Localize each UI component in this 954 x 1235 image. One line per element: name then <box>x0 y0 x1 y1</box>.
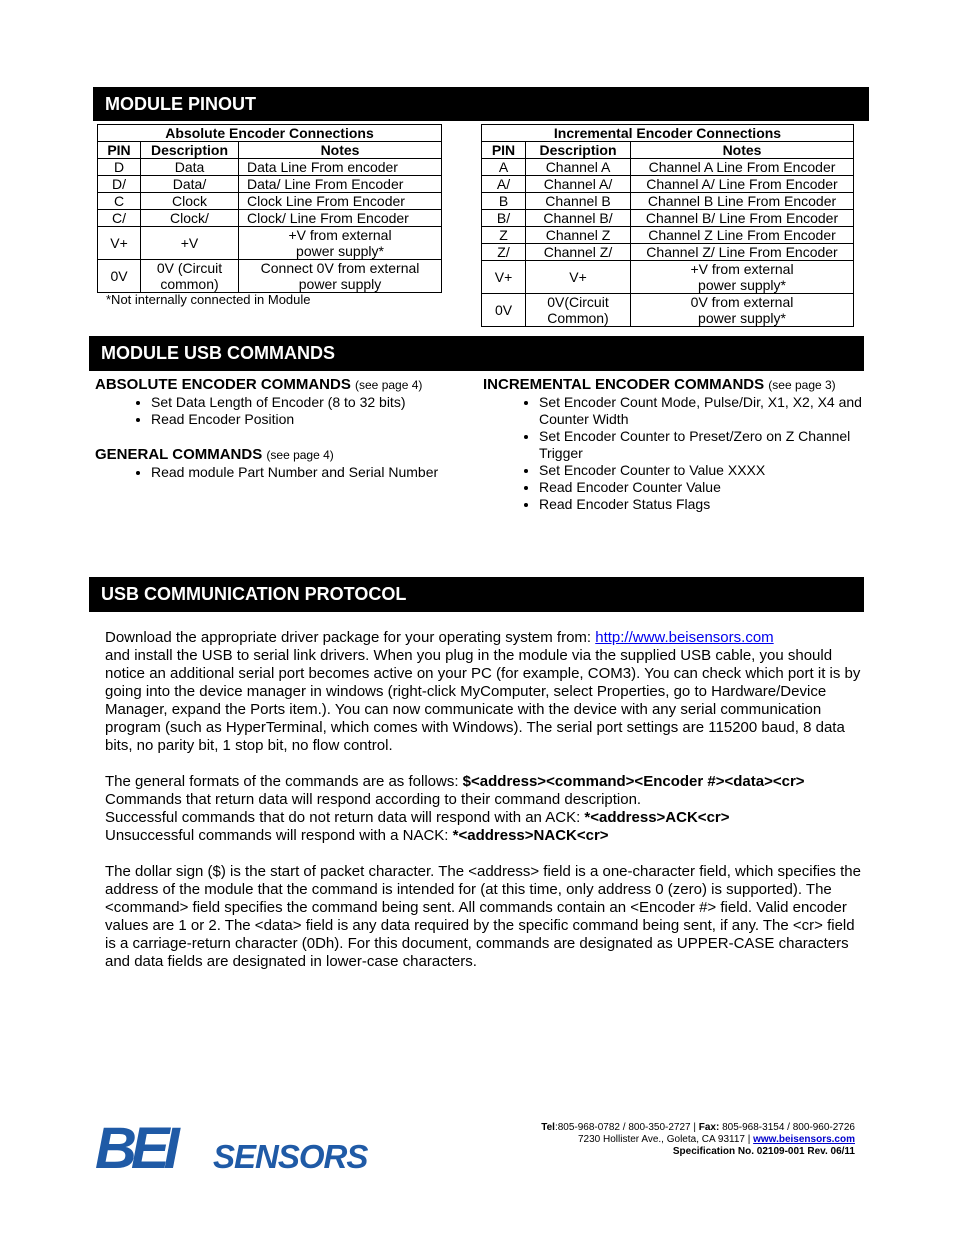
list-item: • Read module Part Number and Serial Number <box>151 464 465 481</box>
table-row <box>98 176 442 193</box>
paragraph-text: and install the USB to serial link drivers. When you plug in the module via the supplied USB cable, you should notice an additional serial port becomes active on your PC (for example, COM3). You can check which port it is by going into the device manager in windows (right-click MyComputer, select Properties, go to Hardware/Device Manager, expand the Ports item.). You can now communicate with the device with any serial communication program (such as HyperTerminal, which comes with Windows). The serial port settings are 115200 baud, 8 data bits, no parity bit, 1 stop bit, no flow control. <box>105 647 861 754</box>
table-row <box>482 227 854 244</box>
absolute-commands-block <box>95 376 465 428</box>
heading-text: INCREMENTAL ENCODER COMMANDS <box>483 376 765 393</box>
pin-cell: A/ <box>482 176 526 193</box>
absolute-encoder-table <box>97 124 442 293</box>
table-row <box>482 294 854 327</box>
description-cell: Channel A/ <box>526 176 631 193</box>
table-row <box>482 193 854 210</box>
column-header: Description <box>141 142 239 159</box>
description-cell: Channel Z <box>526 227 631 244</box>
description-cell: Clock/ <box>141 210 239 227</box>
description-cell: Data/ <box>141 176 239 193</box>
protocol-body <box>105 629 865 989</box>
website-link[interactable]: http://www.beisensors.com <box>595 629 774 646</box>
table-row <box>98 227 442 260</box>
table-row <box>482 210 854 227</box>
notes-cell: Data/ Line From Encoder <box>239 176 442 193</box>
table-row <box>482 244 854 261</box>
tel-label: Tel <box>541 1122 555 1133</box>
footer-address-line <box>541 1134 855 1146</box>
column-header: PIN <box>98 142 141 159</box>
paragraph-text: Commands that return data will respond according to their command description. <box>105 791 642 808</box>
description-cell: 0V(Circuit Common) <box>526 294 631 327</box>
table-row <box>98 159 442 176</box>
footer-phone-line <box>541 1122 855 1134</box>
description-cell: Channel B/ <box>526 210 631 227</box>
table-footnote: *Not internally connected in Module <box>106 292 311 307</box>
pin-cell: C <box>98 193 141 210</box>
footer-spec-line <box>541 1146 855 1158</box>
general-commands-block <box>95 446 465 481</box>
column-header: Description <box>526 142 631 159</box>
section-title-usb-commands: MODULE USB COMMANDS <box>101 343 335 363</box>
list-item: • Set Data Length of Encoder (8 to 32 bits) <box>151 394 465 411</box>
logo-text-bei: BEI <box>95 1117 174 1173</box>
description-cell: Channel Z/ <box>526 244 631 261</box>
table-row <box>482 159 854 176</box>
page-reference: (see page 4) <box>266 448 334 462</box>
paragraph-text: The general formats of the commands are as follows: <box>105 773 463 790</box>
pin-cell: B/ <box>482 210 526 227</box>
column-header: PIN <box>482 142 526 159</box>
pin-cell: 0V <box>98 260 141 293</box>
notes-cell: Data Line From encoder <box>239 159 442 176</box>
notes-cell: +V from external power supply* <box>239 227 442 260</box>
section-bar-pinout <box>93 87 869 121</box>
command-format: $<address><command><Encoder #><data><cr> <box>462 773 805 790</box>
description-cell: Clock <box>141 193 239 210</box>
notes-cell: +V from external power supply* <box>631 261 854 294</box>
section-title-protocol: USB COMMUNICATION PROTOCOL <box>101 584 407 604</box>
description-cell: Data <box>141 159 239 176</box>
column-header: Notes <box>239 142 442 159</box>
nack-format: *<address>NACK<cr> <box>452 827 609 844</box>
list-item: • Read Encoder Status Flags <box>539 496 868 513</box>
heading-text: GENERAL COMMANDS <box>95 446 263 463</box>
footer-contact <box>541 1122 855 1158</box>
description-cell: 0V (Circuit common) <box>141 260 239 293</box>
list-item: • Set Encoder Counter to Value XXXX <box>539 462 868 479</box>
table-row <box>98 210 442 227</box>
column-header: Notes <box>631 142 854 159</box>
pin-cell: D <box>98 159 141 176</box>
paragraph-text: Unsuccessful commands will respond with a NACK: <box>105 827 453 844</box>
list-item: • Set Encoder Counter to Preset/Zero on Z Channel Trigger <box>539 428 868 462</box>
notes-cell: Clock/ Line From Encoder <box>239 210 442 227</box>
protocol-paragraph-2 <box>105 773 865 845</box>
section-bar-usb-commands <box>89 336 864 371</box>
fax-number: 805-968-3154 / 800-960-2726 <box>719 1122 855 1133</box>
list-item: • Read Encoder Position <box>151 411 465 428</box>
absolute-commands-heading <box>95 376 465 394</box>
address: 7230 Hollister Ave., Goleta, CA 93117 | <box>577 1134 754 1145</box>
incremental-commands-heading <box>483 376 868 394</box>
pin-cell: A <box>482 159 526 176</box>
section-title-pinout: MODULE PINOUT <box>105 93 256 114</box>
paragraph-text: Successful commands that do not return data will respond with an ACK: <box>105 809 585 826</box>
incremental-commands-block <box>483 376 868 513</box>
table-row <box>98 193 442 210</box>
table-title: Incremental Encoder Connections <box>482 125 854 142</box>
pin-cell: V+ <box>98 227 141 260</box>
fax-label: Fax: <box>698 1122 720 1133</box>
notes-cell: Connect 0V from external power supply <box>239 260 442 293</box>
absolute-commands-list <box>95 394 465 428</box>
description-cell: Channel B <box>526 193 631 210</box>
notes-cell: Channel Z/ Line From Encoder <box>631 244 854 261</box>
page-reference: (see page 3) <box>768 378 836 392</box>
section-bar-protocol <box>89 577 864 612</box>
incremental-commands-list <box>483 394 868 513</box>
incremental-encoder-table <box>481 124 854 327</box>
spec-number: Specification No. 02109-001 Rev. 06/11 <box>672 1146 855 1157</box>
notes-cell: 0V from external power supply* <box>631 294 854 327</box>
table-row <box>482 176 854 193</box>
general-commands-list <box>95 464 465 481</box>
list-item: • Read Encoder Counter Value <box>539 479 868 496</box>
pin-cell: Z/ <box>482 244 526 261</box>
list-item: • Set Encoder Count Mode, Pulse/Dir, X1, X2, X4 and Counter Width <box>539 394 868 428</box>
description-cell: Channel A <box>526 159 631 176</box>
notes-cell: Channel A Line From Encoder <box>631 159 854 176</box>
logo-text-sensors: SENSORS <box>213 1138 368 1173</box>
pin-cell: 0V <box>482 294 526 327</box>
description-cell: V+ <box>526 261 631 294</box>
ack-format: *<address>ACK<cr> <box>584 809 730 826</box>
table-title: Absolute Encoder Connections <box>98 125 442 142</box>
notes-cell: Channel Z Line From Encoder <box>631 227 854 244</box>
pin-cell: D/ <box>98 176 141 193</box>
paragraph-text: Download the appropriate driver package for your operating system from: <box>105 629 596 646</box>
pin-cell: B <box>482 193 526 210</box>
protocol-paragraph-3: The dollar sign ($) is the start of packet character. The <address> field is a one-character field, which specifies the address of the module that the command is intended for (at this time, only address 0 (zero) is supported). The <command> field specifies the command being sent. All commands contain an <Encoder #> field. Valid encoder values are 1 or 2. The <data> field is any data required by the specific command being sent, if any. The <cr> field is a carriage-return character (0Dh). For this document, commands are designated as UPPER-CASE characters and data fields are designated in lower-case characters. <box>105 863 861 970</box>
table-row <box>98 260 442 293</box>
footer-website-link[interactable]: www.beisensors.com <box>753 1134 855 1145</box>
heading-text: ABSOLUTE ENCODER COMMANDS <box>95 376 351 393</box>
tel-number: :805-968-0782 / 800-350-2727 | <box>554 1122 699 1133</box>
notes-cell: Channel A/ Line From Encoder <box>631 176 854 193</box>
notes-cell: Clock Line From Encoder <box>239 193 442 210</box>
table-row <box>482 261 854 294</box>
pin-cell: C/ <box>98 210 141 227</box>
notes-cell: Channel B Line From Encoder <box>631 193 854 210</box>
general-commands-heading <box>95 446 465 464</box>
notes-cell: Channel B/ Line From Encoder <box>631 210 854 227</box>
pin-cell: Z <box>482 227 526 244</box>
pin-cell: V+ <box>482 261 526 294</box>
protocol-paragraph-1 <box>105 629 865 755</box>
page-reference: (see page 4) <box>355 378 423 392</box>
bei-sensors-logo <box>95 1117 395 1173</box>
description-cell: +V <box>141 227 239 260</box>
